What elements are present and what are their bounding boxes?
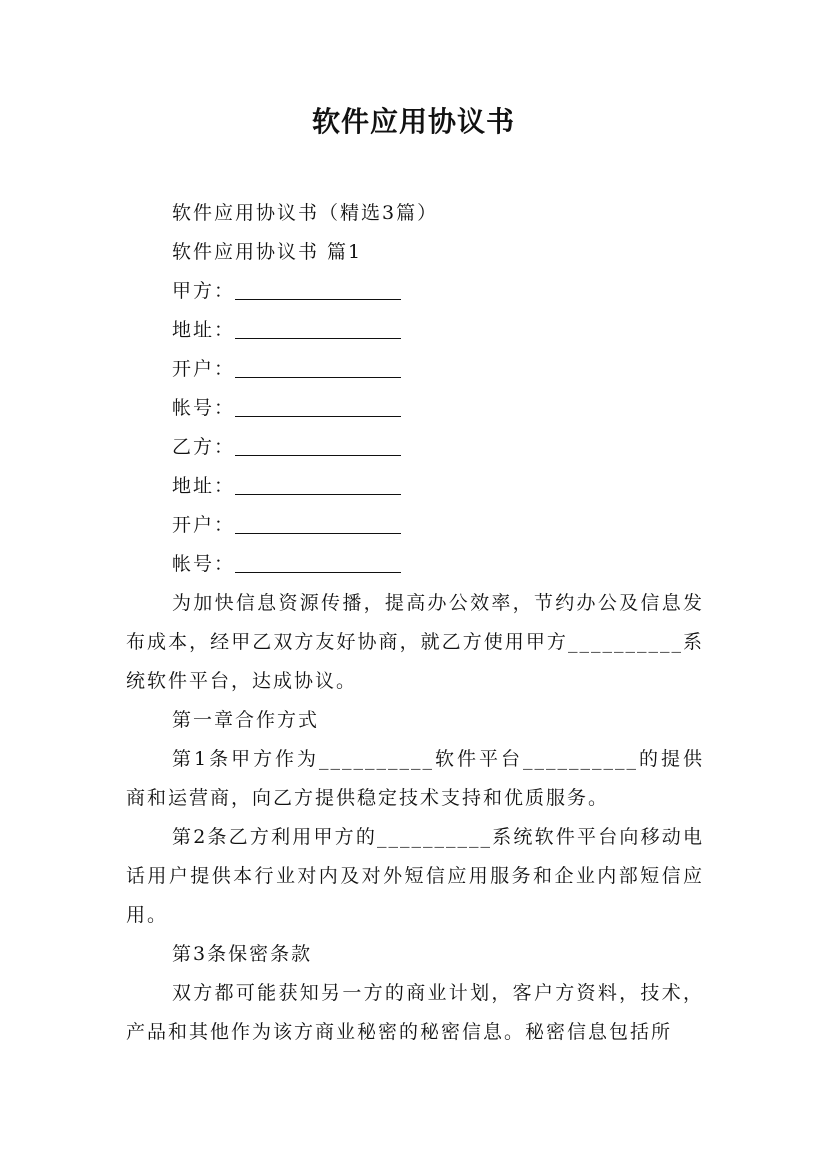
field-label: 开户： <box>172 514 236 536</box>
field-label: 开户： <box>172 358 236 380</box>
blank-line <box>235 280 401 300</box>
blank-line <box>235 553 401 573</box>
field-label: 帐号： <box>172 397 236 419</box>
field-label: 帐号： <box>172 553 236 575</box>
field-label: 地址： <box>172 475 236 497</box>
blank-line <box>235 475 401 495</box>
article-3-heading: 第3条保密条款 <box>172 943 313 965</box>
blank-line <box>235 397 401 417</box>
party-a-name-field <box>126 272 704 311</box>
party-b-bank-field <box>126 506 704 545</box>
article-1-paragraph: 第1条甲方作为__________软件平台__________的提供商和运营商，向乙方提供稳定技术支持和优质服务。 <box>126 748 704 809</box>
party-b-account-field <box>126 545 704 584</box>
field-label: 甲方： <box>172 280 236 302</box>
party-a-address-field <box>126 311 704 350</box>
document-body <box>126 194 704 1052</box>
document-subtitle: 软件应用协议书（精选3篇） <box>172 202 439 224</box>
field-label: 乙方： <box>172 436 236 458</box>
article-2-paragraph: 第2条乙方利用甲方的__________系统软件平台向移动电话用户提供本行业对内及对外短信应用服务和企业内部短信应用。 <box>126 826 704 926</box>
document-title: 软件应用协议书 <box>311 105 515 138</box>
blank-line <box>235 358 401 378</box>
party-a-account-field <box>126 389 704 428</box>
chapter-heading: 第一章合作方式 <box>172 709 320 731</box>
article-3-paragraph: 双方都可能获知另一方的商业计划，客户方资料，技术，产品和其他作为该方商业秘密的秘密信息。秘密信息包括所 <box>126 982 704 1043</box>
field-label: 地址： <box>172 319 236 341</box>
party-a-bank-field <box>126 350 704 389</box>
intro-paragraph: 为加快信息资源传播，提高办公效率，节约办公及信息发布成本，经甲乙双方友好协商，就乙方使用甲方__________系统软件平台，达成协议。 <box>126 592 704 692</box>
party-b-name-field <box>126 428 704 467</box>
section-heading: 软件应用协议书 篇1 <box>172 241 363 263</box>
blank-line <box>235 514 401 534</box>
party-b-address-field <box>126 467 704 506</box>
blank-line <box>235 436 401 456</box>
blank-line <box>235 319 401 339</box>
